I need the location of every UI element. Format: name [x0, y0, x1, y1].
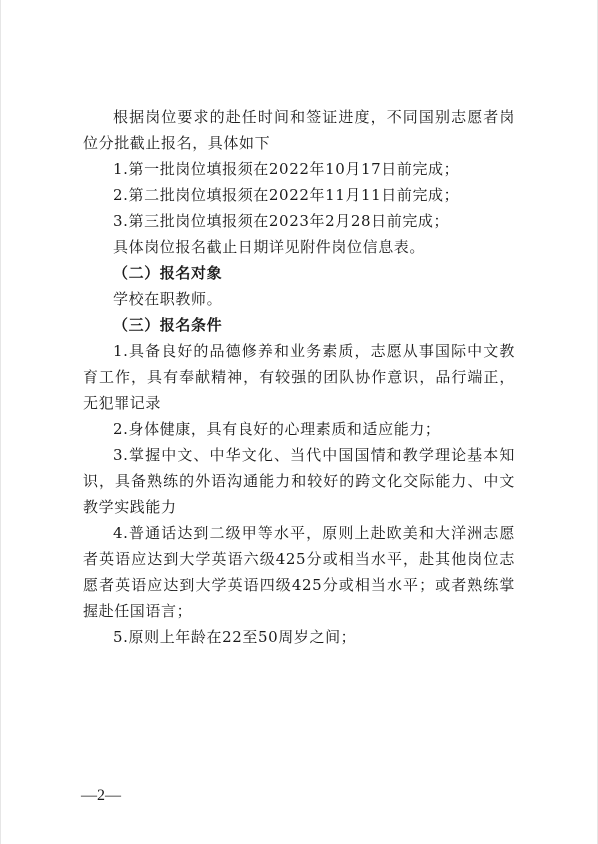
paragraph-condition-2: 2.身体健康，具有良好的心理素质和适应能力； — [113, 420, 441, 438]
section-heading-target: （二）报名对象 — [113, 264, 223, 282]
paragraph-deadline-intro: 根据岗位要求的赴任时间和签证进度，不同国别志愿者岗位分批截止报名，具体如下 — [83, 108, 515, 152]
paragraph-condition-4: 4.普通话达到二级甲等水平，原则上赴欧美和大洋洲志愿者英语应达到大学英语六级425分或相当水平，赴其他岗位志愿者英语应达到大学英语四级425分或相当水平；或者熟练掌握赴任国语言； — [83, 524, 515, 620]
section-heading-conditions: （三）报名条件 — [113, 316, 223, 334]
page-number: —2— — [81, 787, 121, 804]
paragraph-condition-5: 5.原则上年龄在22至50周岁之间； — [113, 628, 357, 646]
paragraph-deadline-note: 具体岗位报名截止日期详见附件岗位信息表。 — [113, 238, 426, 256]
paragraph-batch-2: 2.第二批岗位填报须在2022年11月11日前完成； — [113, 186, 460, 204]
paragraph-condition-1: 1.具备良好的品德修养和业务素质，志愿从事国际中文教育工作，具有奉献精神，有较强的团队协作意识，品行端正，无犯罪记录 — [83, 342, 515, 412]
paragraph-condition-3: 3.掌握中文、中华文化、当代中国国情和教学理论基本知识，具备熟练的外语沟通能力和较好的跨文化交际能力、中文教学实践能力 — [83, 446, 515, 516]
document-body — [83, 104, 515, 650]
paragraph-target: 学校在职教师。 — [113, 290, 223, 308]
paragraph-batch-3: 3.第三批岗位填报须在2023年2月28日前完成； — [113, 212, 450, 230]
paragraph-batch-1: 1.第一批岗位填报须在2022年10月17日前完成； — [113, 160, 460, 178]
